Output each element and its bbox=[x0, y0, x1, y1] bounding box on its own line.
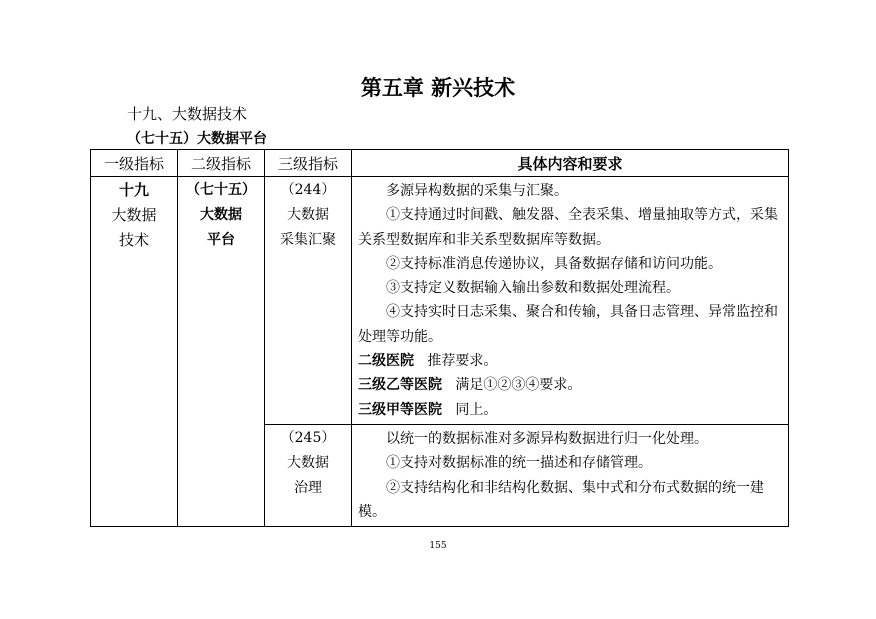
chapter-title: 第五章 新兴技术 bbox=[360, 76, 516, 100]
content-line: 以统一的数据标准对多源异构数据进行归一化处理。 bbox=[386, 430, 708, 447]
content-line: ①支持通过时间戳、触发器、全表采集、增量抽取等方式，采集关系型数据库和非关系型数据库等数据。 bbox=[358, 207, 778, 248]
requirement-level: 三级甲等医院 bbox=[358, 401, 442, 418]
section-heading: 十九、大数据技术 bbox=[127, 105, 248, 123]
requirement-level: 三级乙等医院 bbox=[358, 377, 442, 394]
subsection-heading: （七十五）大数据平台 bbox=[127, 131, 267, 147]
level1-cell bbox=[91, 177, 178, 527]
table-row bbox=[91, 177, 789, 425]
header-level1: 一级指标 bbox=[91, 150, 178, 177]
content-line: 多源异构数据的采集与汇聚。 bbox=[386, 183, 568, 199]
level3-line: 大数据 bbox=[287, 207, 329, 223]
requirement-text: 满足①②③④要求。 bbox=[455, 377, 582, 394]
page-number: 155 bbox=[429, 541, 447, 551]
requirement-line bbox=[358, 349, 784, 373]
level3-line: 治理 bbox=[294, 479, 322, 496]
level3-line: （244） bbox=[280, 182, 336, 198]
header-level2: 二级指标 bbox=[178, 150, 265, 177]
header-level3: 三级指标 bbox=[265, 150, 352, 177]
content-line: ①支持对数据标准的统一描述和存储管理。 bbox=[386, 455, 652, 472]
level1-line: 十九 bbox=[118, 181, 149, 199]
level2-line: 大数据 bbox=[200, 207, 242, 223]
level3-cell bbox=[265, 177, 352, 425]
content-line: ③支持定义数据输入输出参数和数据处理流程。 bbox=[386, 280, 680, 297]
level2-cell bbox=[178, 177, 265, 527]
table-header-row bbox=[91, 150, 789, 177]
level3-line: 采集汇聚 bbox=[280, 232, 336, 248]
level2-line: 平台 bbox=[207, 232, 235, 248]
requirement-level: 二级医院 bbox=[358, 353, 414, 370]
level3-cell bbox=[265, 424, 352, 526]
content-cell bbox=[352, 424, 789, 526]
level3-line: 大数据 bbox=[287, 454, 329, 471]
requirement-line bbox=[358, 398, 784, 422]
level2-line: （七十五） bbox=[186, 182, 256, 198]
level1-line: 大数据 bbox=[111, 206, 157, 224]
level1-line: 技术 bbox=[118, 231, 149, 249]
requirement-line bbox=[358, 373, 784, 397]
requirement-text: 同上。 bbox=[455, 401, 498, 418]
level3-line: （245） bbox=[280, 429, 336, 446]
content-cell bbox=[352, 177, 789, 425]
indicator-table bbox=[90, 149, 789, 527]
requirement-text: 推荐要求。 bbox=[427, 353, 498, 370]
content-line: ②支持标准消息传递协议，具备数据存储和访问功能。 bbox=[386, 255, 722, 272]
header-content: 具体内容和要求 bbox=[352, 150, 789, 177]
content-line: ④支持实时日志采集、聚合和传输，具备日志管理、异常监控和处理等功能。 bbox=[358, 304, 778, 345]
content-line: ②支持结构化和非结构化数据、集中式和分布式数据的统一建模。 bbox=[358, 479, 764, 520]
